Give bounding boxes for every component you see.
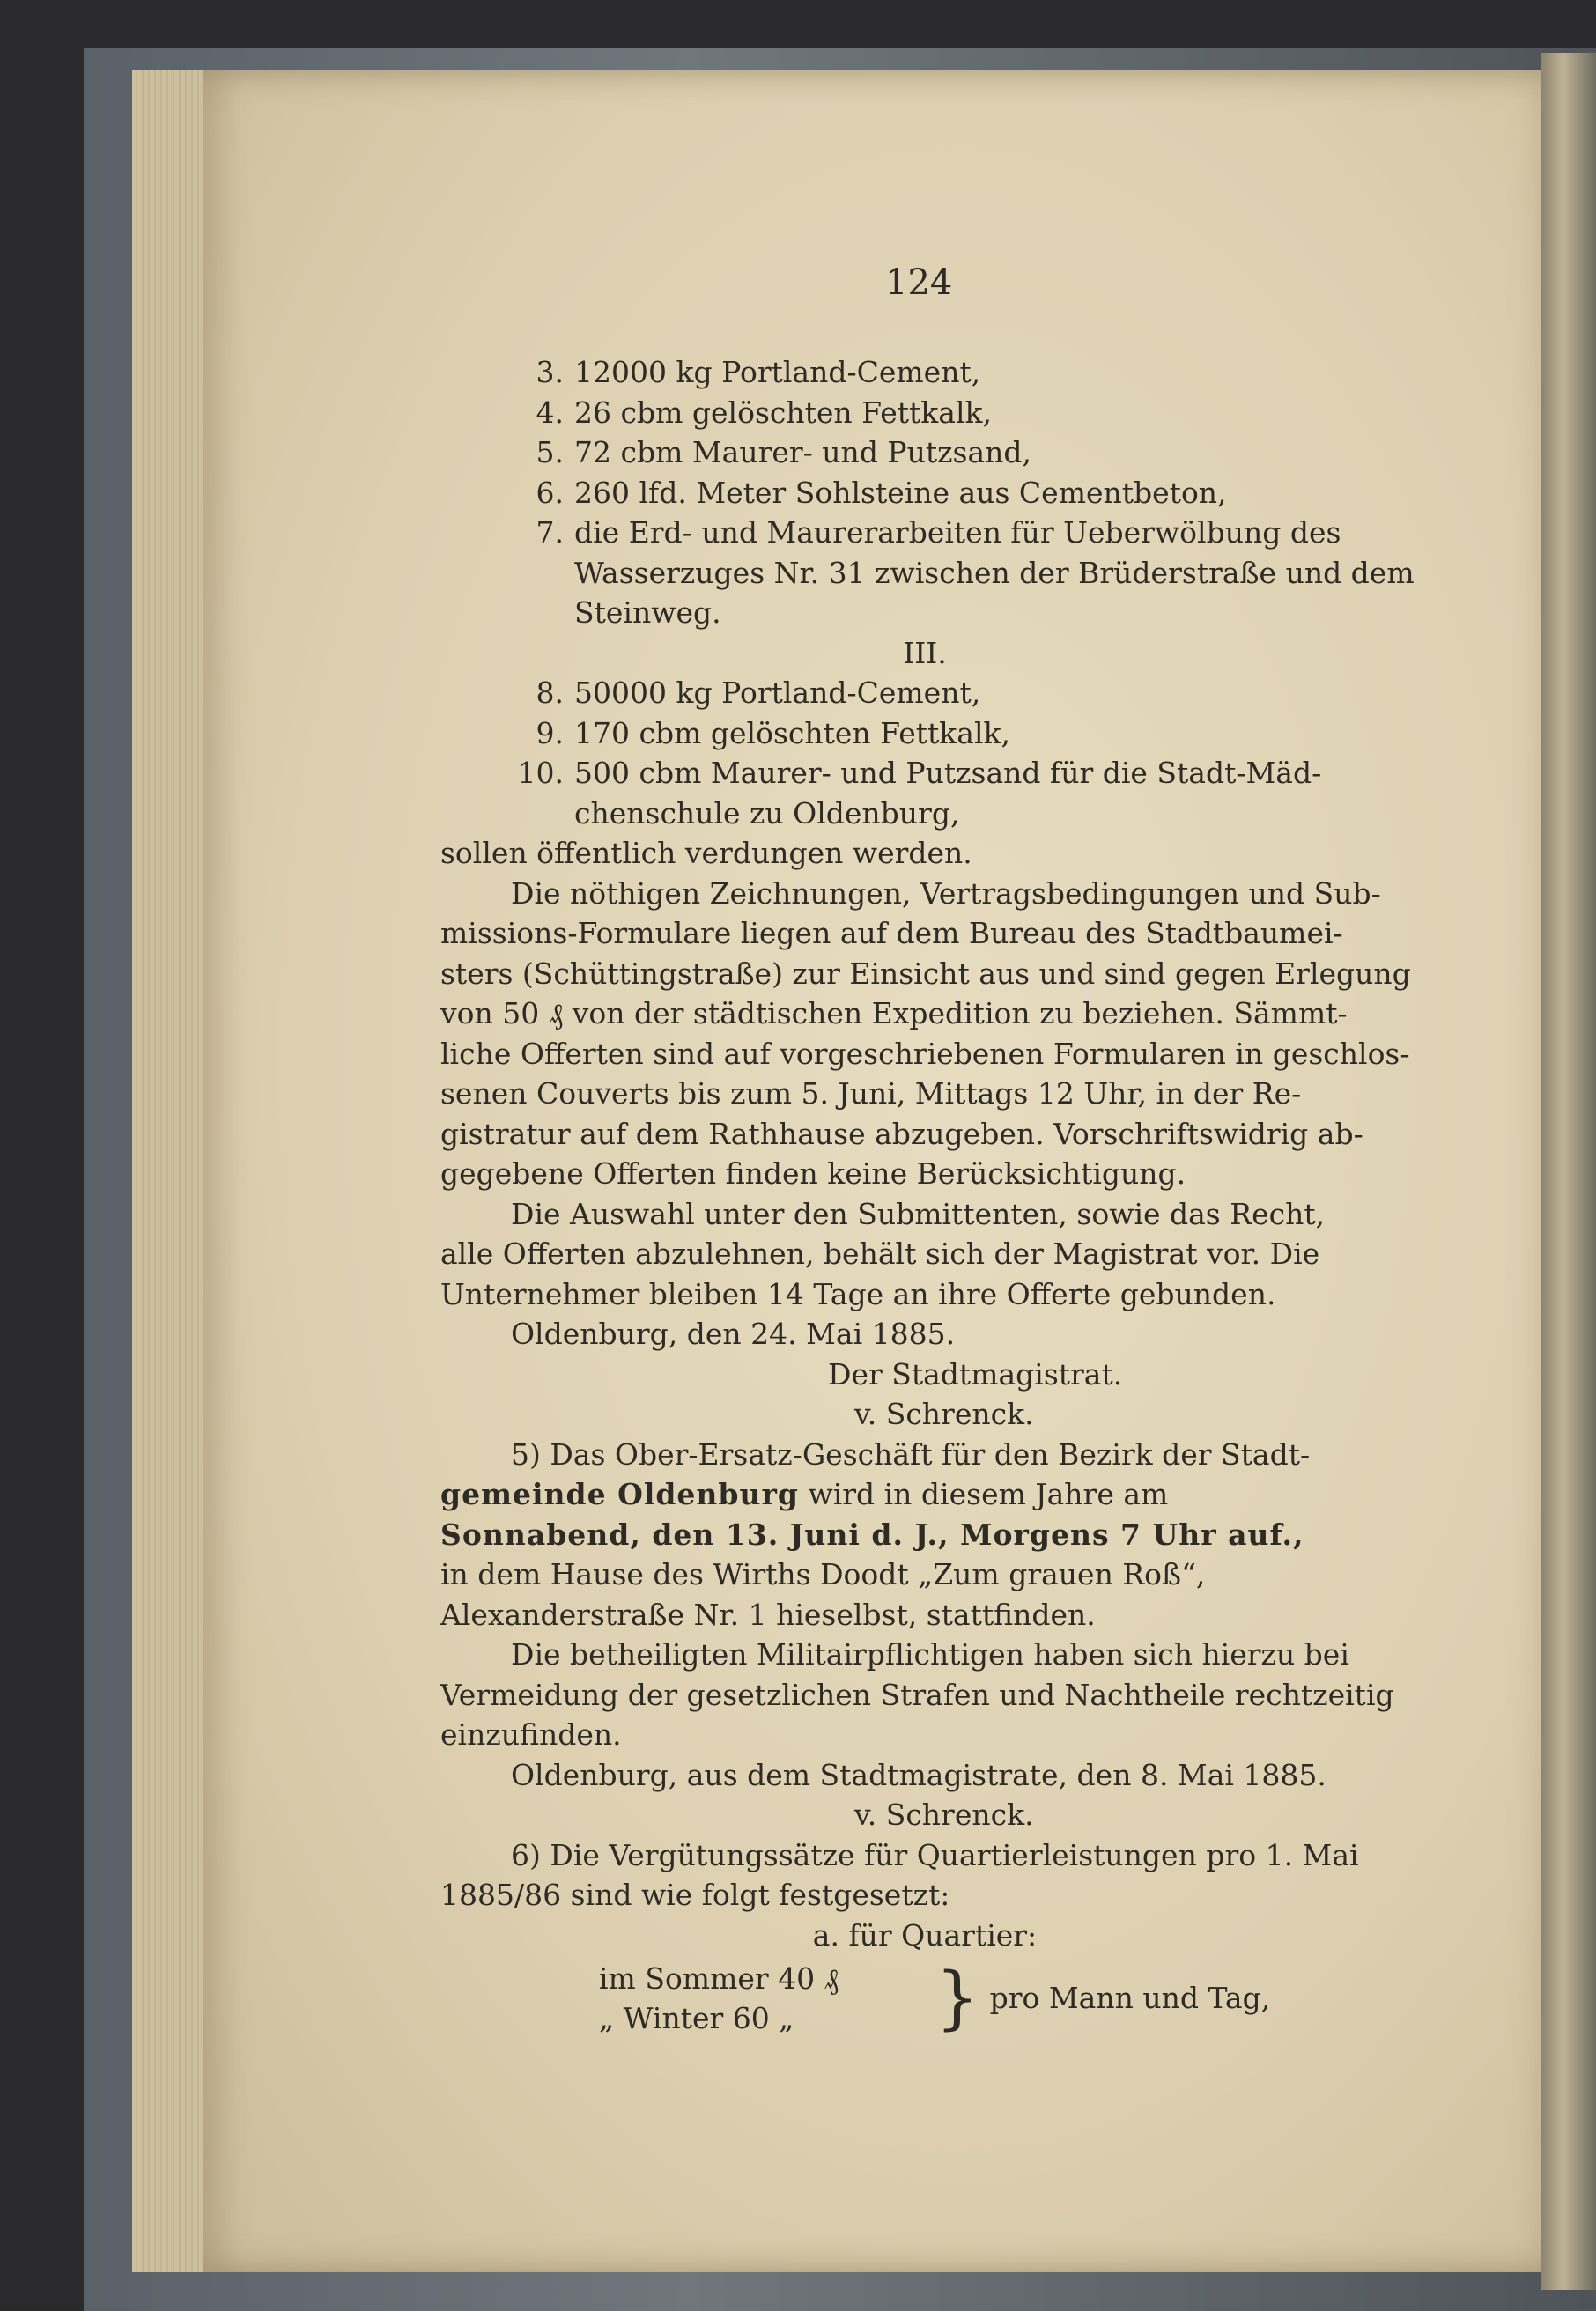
page-text: [440, 352, 1415, 2038]
date-line: Oldenburg, den 24. Mai 1885.: [511, 1317, 956, 1351]
paragraph-line: 1885/86 sind wie folgt festgesetzt:: [440, 1878, 950, 1912]
paragraph-line: Die nöthigen Zeichnungen, Vertragsbedingungen und Sub-: [511, 875, 1381, 911]
quarters-row: „ Winter 60 „: [599, 2001, 794, 2035]
list-item: 7. die Erd- und Maurerarbeiten für Ueberwölbung des: [536, 515, 1341, 550]
paragraph-line: Alexanderstraße Nr. 1 hieselbst, stattfinden.: [440, 1597, 1096, 1632]
paragraph-line: von 50 ₰ von der städtischen Expedition zu beziehen. Sämmt-: [440, 996, 1348, 1030]
signature-authority: Der Stadtmagistrat.: [828, 1356, 1123, 1392]
list-item: 3. 12000 kg Portland-Cement,: [536, 355, 981, 389]
paragraph-line: in dem Hause des Wirths Doodt „Zum grauen Roß“,: [440, 1557, 1206, 1591]
sub-heading: a. für Quartier:: [812, 1917, 1038, 1953]
paragraph-line-bold: Sonnabend, den 13. Juni d. J., Morgens 7 Uhr auf.,: [440, 1517, 1304, 1552]
paragraph-line: einzufinden.: [440, 1717, 622, 1752]
page-number: 124: [885, 262, 953, 303]
paragraph-line: missions-Formulare liegen auf dem Bureau des Stadtbaumei-: [440, 916, 1343, 950]
paragraph-line: alle Offerten abzulehnen, behält sich der Magistrat vor. Die: [440, 1237, 1320, 1271]
paragraph-line: senen Couverts bis zum 5. Juni, Mittags 12 Uhr, in der Re-: [440, 1076, 1302, 1111]
paragraph-line: Die Auswahl unter den Submittenten, sowie das Recht,: [511, 1196, 1326, 1231]
list-item: 10. 500 cbm Maurer- und Putzsand für die Stadt-Mäd-: [517, 756, 1322, 790]
list-item-continuation: chenschule zu Oldenburg,: [574, 795, 960, 831]
paragraph-line: gegebene Offerten finden keine Berücksichtigung.: [440, 1156, 1186, 1191]
signature-name: v. Schrenck.: [854, 1397, 1034, 1431]
paragraph-line: Die betheiligten Militairpflichtigen haben sich hierzu bei: [511, 1637, 1349, 1672]
list-item: 6. 260 lfd. Meter Sohlsteine aus Cementbeton,: [536, 475, 1227, 510]
paragraph-line: 5) Das Ober-Ersatz-Geschäft für den Bezirk der Stadt-: [511, 1436, 1311, 1472]
quarters-rate-label: pro Mann und Tag,: [989, 1981, 1271, 2016]
date-line: Oldenburg, aus dem Stadtmagistrate, den 8. Mai 1885.: [511, 1757, 1326, 1792]
paragraph-line: 6) Die Vergütungssätze für Quartierleistungen pro 1. Mai: [511, 1837, 1359, 1872]
signature-name: v. Schrenck.: [854, 1798, 1034, 1832]
quarters-table: [440, 1959, 1409, 2038]
paragraph-line: sollen öffentlich verdungen werden.: [440, 836, 972, 870]
section-heading: III.: [903, 635, 947, 670]
brace-icon: }: [935, 1959, 979, 2038]
paragraph-line: Vermeidung der gesetzlichen Strafen und Nachtheile rechtzeitig: [440, 1677, 1394, 1712]
paragraph-line: sters (Schüttingstraße) zur Einsicht aus und sind gegen Erlegung: [440, 956, 1411, 991]
paragraph-line: liche Offerten sind auf vorgeschriebenen Formularen in geschlos-: [440, 1036, 1410, 1071]
list-item: 8. 50000 kg Portland-Cement,: [536, 676, 981, 710]
paragraph-line: gistratur auf dem Rathhause abzugeben. Vorschriftswidrig ab-: [440, 1116, 1363, 1151]
list-item-continuation: Wasserzuges Nr. 31 zwischen der Brüderstraße und dem: [574, 555, 1415, 590]
quarters-row: im Sommer 40 ₰: [599, 1961, 839, 1996]
list-item: 9. 170 cbm gelöschten Fettkalk,: [536, 715, 1010, 750]
list-item: 5. 72 cbm Maurer- und Putzsand,: [536, 435, 1032, 469]
book-gutter: [1541, 53, 1596, 2290]
paragraph-line: gemeinde Oldenburg wird in diesem Jahre am: [440, 1477, 1169, 1511]
list-item-continuation: Steinweg.: [574, 595, 721, 630]
paragraph-line: Unternehmer bleiben 14 Tage an ihre Offerte gebunden.: [440, 1276, 1276, 1311]
list-item: 4. 26 cbm gelöschten Fettkalk,: [536, 395, 993, 430]
